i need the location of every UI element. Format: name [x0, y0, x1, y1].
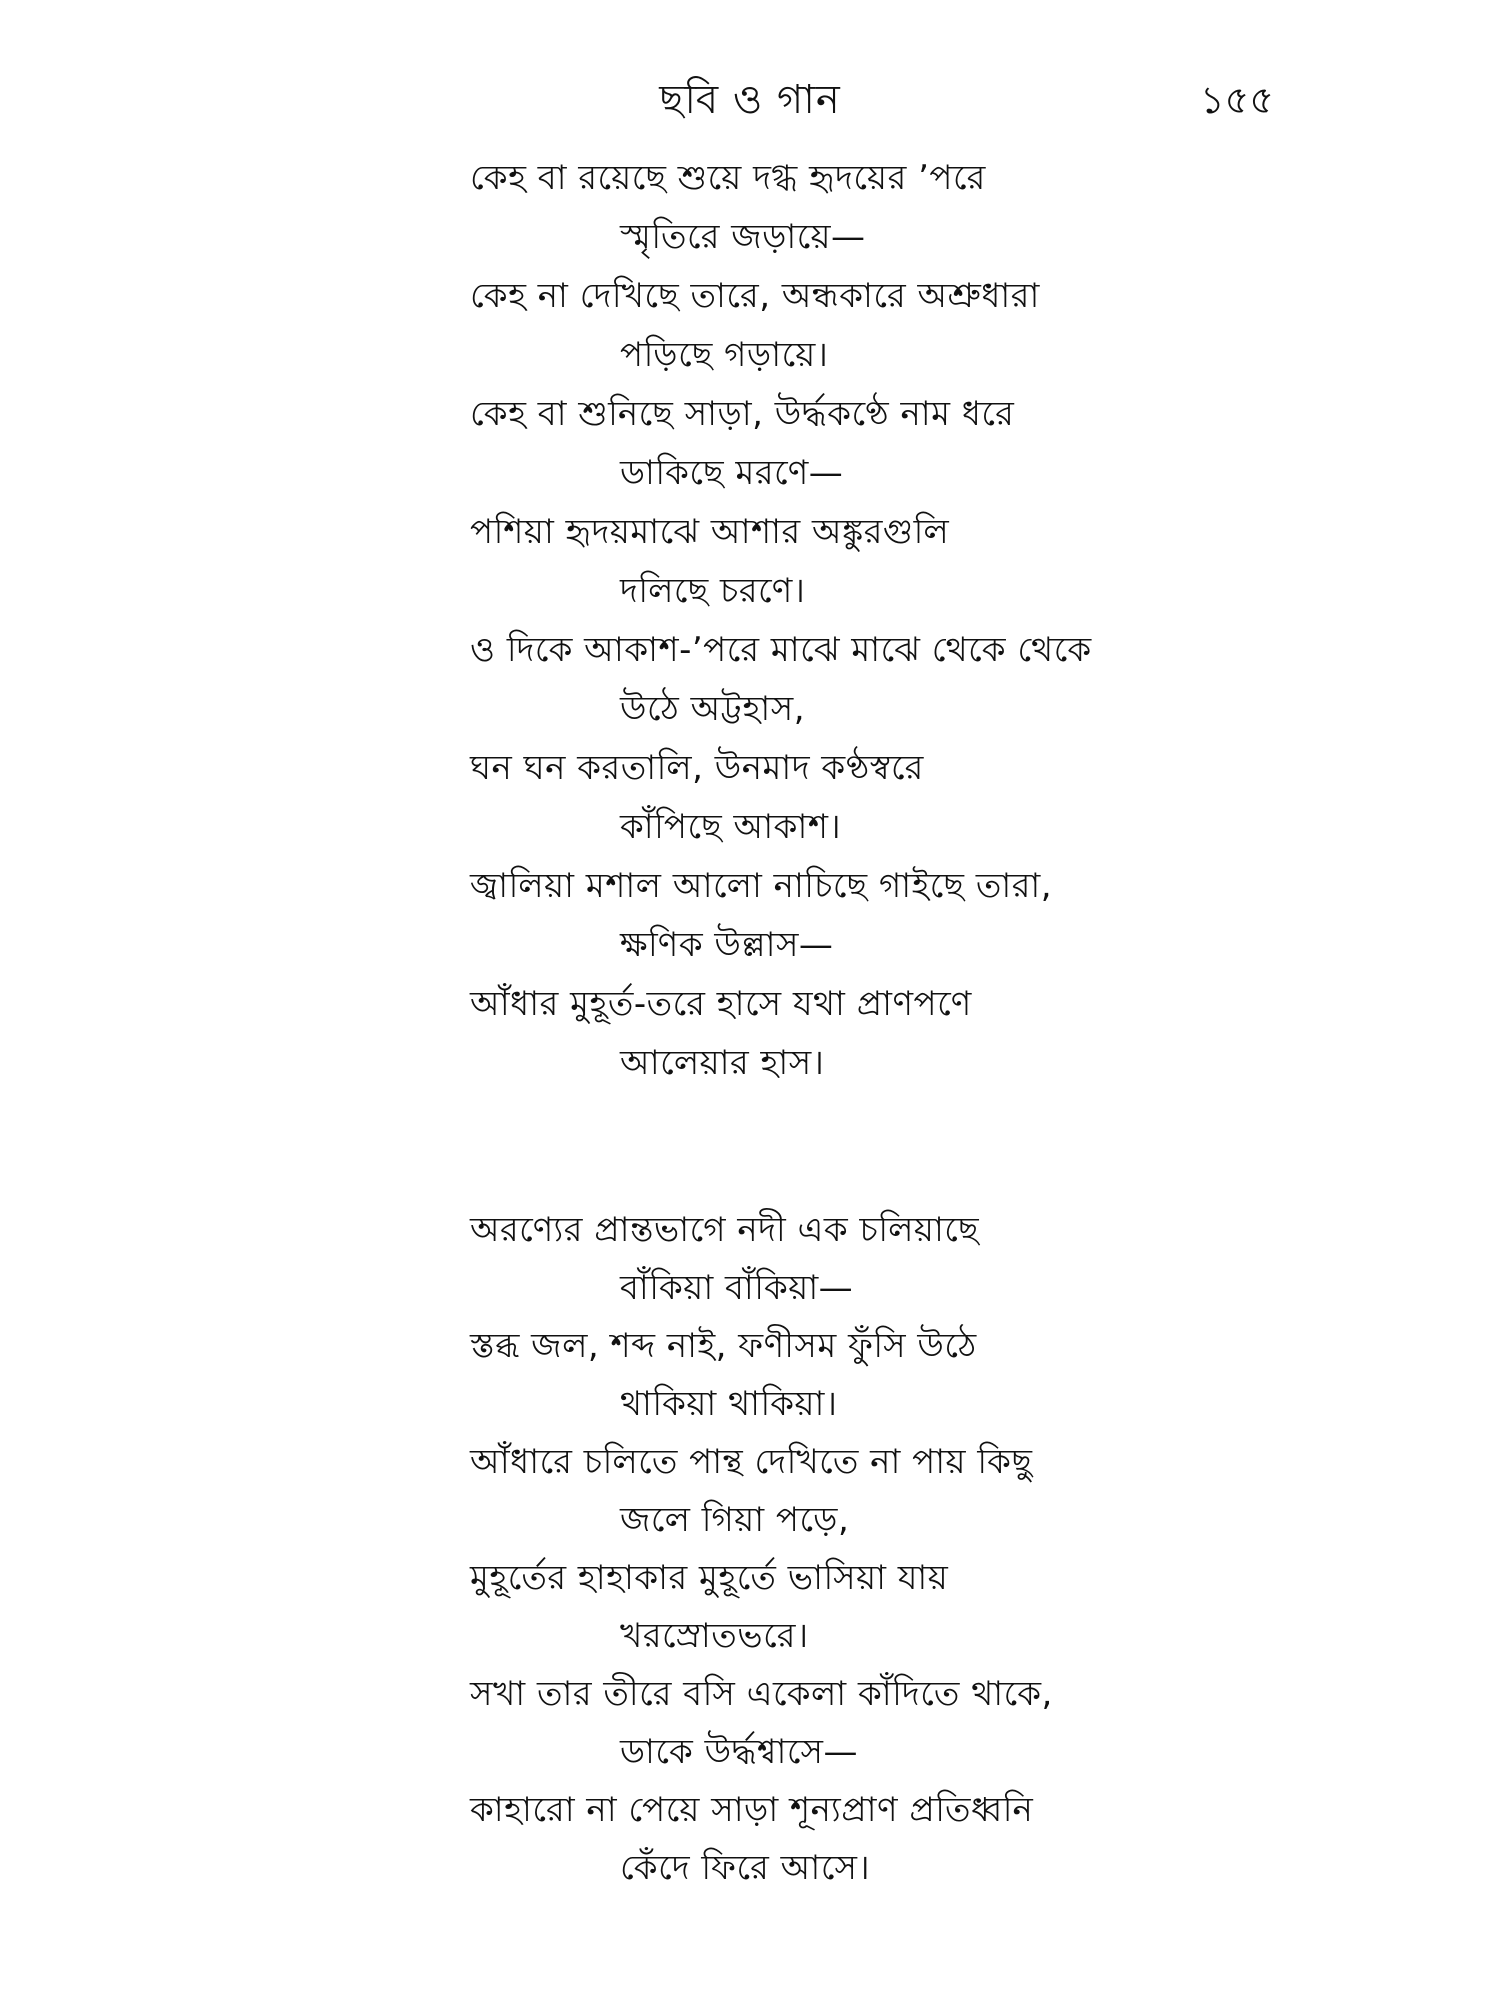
poem-line: অরণ্যের প্রান্তভাগে নদী এক চলিয়াছে: [470, 1210, 980, 1250]
poem-line: কেহ বা রয়েছে শুয়ে দগ্ধ হৃদয়ের ’পরে: [470, 158, 986, 198]
poem-line: কেহ না দেখিছে তারে, অন্ধকারে অশ্রুধারা: [470, 276, 1040, 316]
running-title: ছবি ও গান: [659, 77, 841, 123]
poem-line: কাহারো না পেয়ে সাড়া শূন্যপ্রাণ প্রতিধ্বনি: [470, 1790, 1034, 1830]
poem-line: কেঁদে ফিরে আসে।: [620, 1848, 871, 1888]
page-number: ১৫৫: [1200, 78, 1274, 122]
poem-line: উঠে অট্টহাস,: [620, 689, 806, 729]
poem-line: মুহূর্তের হাহাকার মুহূর্তে ভাসিয়া যায়: [470, 1558, 949, 1598]
poem-line: জ্বালিয়া মশাল আলো নাচিছে গাইছে তারা,: [470, 866, 1053, 906]
poem-line: কাঁপিছে আকাশ।: [620, 807, 842, 847]
poem-line: আঁধারে চলিতে পান্থ দেখিতে না পায় কিছু: [470, 1442, 1033, 1482]
poem-line: ডাকিছে মরণে—: [620, 453, 844, 493]
poem-line: থাকিয়া থাকিয়া।: [620, 1384, 838, 1424]
poem-line: কেহ বা শুনিছে সাড়া, উর্দ্ধকণ্ঠে নাম ধরে: [470, 394, 1015, 434]
poem-line: সখা তার তীরে বসি একেলা কাঁদিতে থাকে,: [470, 1674, 1053, 1714]
poem-line: বাঁকিয়া বাঁকিয়া—: [620, 1268, 854, 1308]
poem-line: পশিয়া হৃদয়মাঝে আশার অঙ্কুরগুলি: [470, 512, 950, 552]
poem-line: ক্ষণিক উল্লাস—: [620, 925, 834, 965]
poem-line: পড়িছে গড়ায়ে।: [620, 335, 829, 375]
poem-line: স্তব্ধ জল, শব্দ নাই, ফণীসম ফুঁসি উঠে: [470, 1326, 977, 1366]
poem-line: আলেয়ার হাস।: [620, 1043, 825, 1083]
poem-line: খরস্রোতভরে।: [620, 1616, 809, 1656]
poem-line: ও দিকে আকাশ-’পরে মাঝে মাঝে থেকে থেকে: [470, 630, 1092, 670]
poem-line: জলে গিয়া পড়ে,: [620, 1500, 850, 1540]
poem-line: আঁধার মুহূর্ত-তরে হাসে যথা প্রাণপণে: [470, 984, 972, 1024]
poem-line: ডাকে উর্দ্ধশ্বাসে—: [620, 1732, 858, 1772]
poem-line: স্মৃতিরে জড়ায়ে—: [620, 217, 866, 257]
poem-line: ঘন ঘন করতালি, উনমাদ কণ্ঠস্বরে: [470, 748, 924, 788]
poem-line: দলিছে চরণে।: [620, 571, 806, 611]
